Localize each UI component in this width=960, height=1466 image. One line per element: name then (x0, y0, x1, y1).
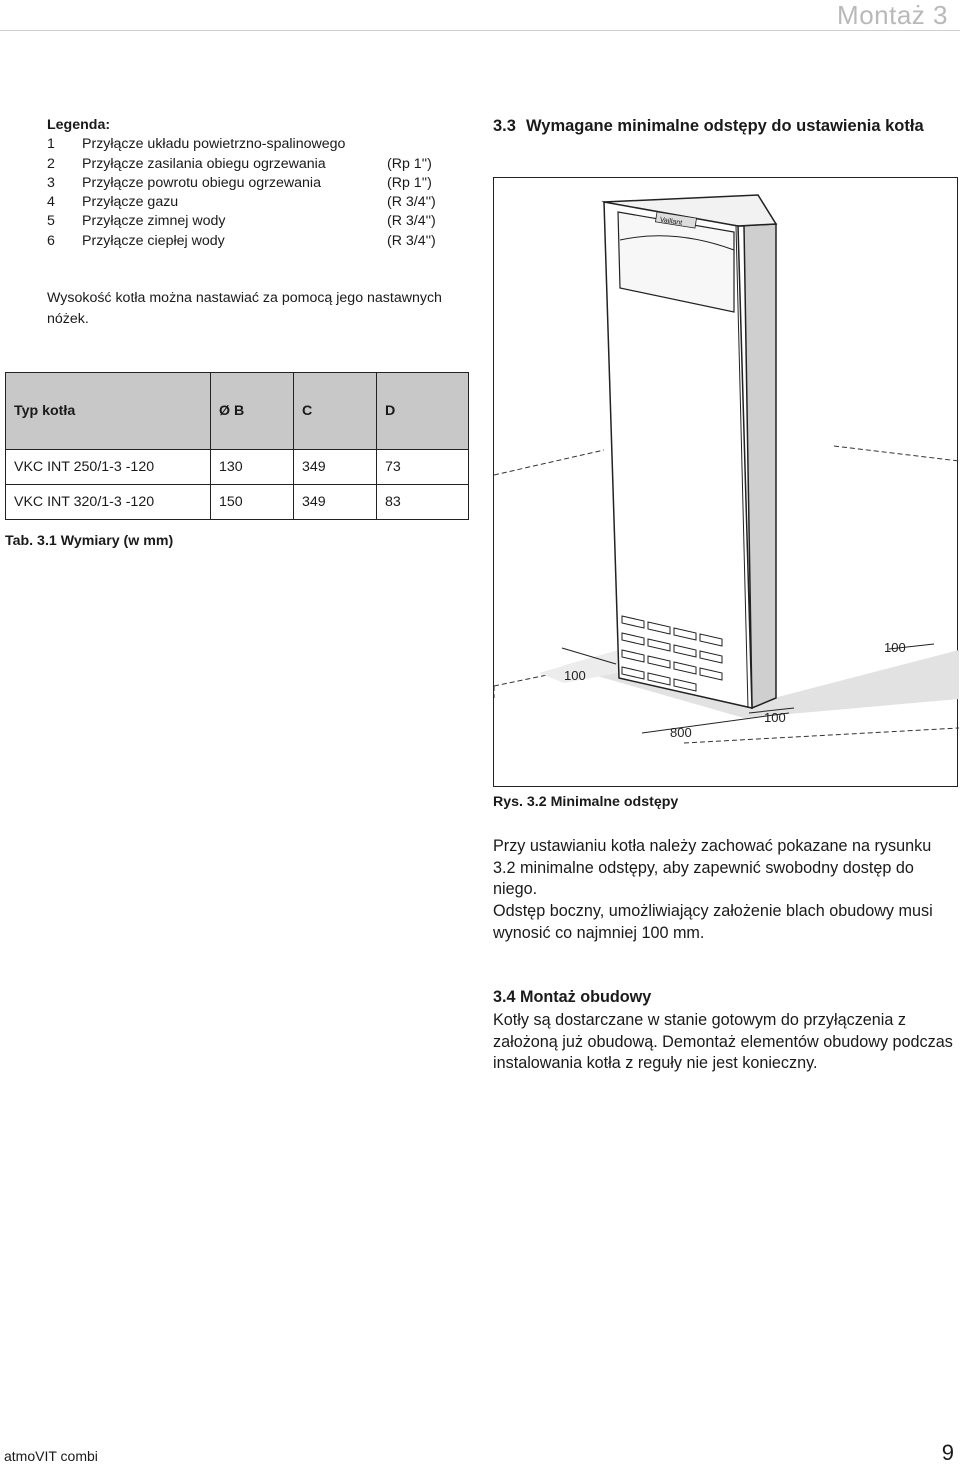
dim-front-label: 100 (764, 710, 786, 725)
legend-number: 1 (47, 136, 55, 153)
boiler-drawing (494, 178, 959, 788)
legend-text: Przyłącze zasilania obiegu ogrzewania (82, 155, 326, 172)
table-caption: Tab. 3.1 Wymiary (w mm) (5, 533, 174, 549)
table-cell: 130 (211, 450, 294, 485)
height-note: Wysokość kotła można nastawiać za pomocą jego nastawnych nóżek. (47, 290, 442, 327)
legend-item (47, 212, 467, 231)
chapter-title: Montaż 3 (837, 0, 948, 30)
legend-text: Przyłącze ciepłej wody (82, 232, 225, 249)
table-cell: 150 (211, 485, 294, 520)
section-number: 3.3 (493, 117, 516, 135)
column-header: C (294, 373, 377, 450)
legend-value: (R 3/4'') (387, 194, 436, 211)
brand-logo: Vaillant (659, 216, 683, 227)
table-row (6, 485, 469, 520)
legend-text: Przyłącze zimnej wody (82, 213, 226, 230)
section-heading: 3.4 Montaż obudowy (493, 988, 652, 1006)
legend-number: 2 (47, 155, 55, 172)
legend-text: Przyłącze układu powietrzno-spalinowego (82, 136, 346, 153)
legend-item (47, 232, 467, 251)
legend-value: (Rp 1'') (387, 174, 432, 191)
dim-depth-label: 800 (670, 725, 692, 740)
table-cell: VKC INT 250/1-3 -120 (6, 450, 211, 485)
dim-right-label: 100 (884, 640, 906, 655)
paragraph: Odstęp boczny, umożliwiający założenie blach obudowy musi wynosić co najmniej 100 mm. (493, 902, 933, 942)
table-row (6, 450, 469, 485)
column-header: D (377, 373, 469, 450)
table-cell: 83 (377, 485, 469, 520)
legend-value: (R 3/4'') (387, 213, 436, 230)
paragraph: Przy ustawianiu kotła należy zachować pokazane na rysunku 3.2 minimalne odstępy, aby zapewnić swobodny dostęp do niego. (493, 837, 932, 898)
legend-value: (R 3/4'') (387, 232, 436, 249)
legend (47, 116, 467, 251)
column-header: Typ kotła (6, 373, 211, 450)
legend-item (47, 193, 467, 212)
section-title: Wymagane minimalne odstępy do ustawienia kotła (526, 117, 924, 135)
table-cell: 73 (377, 450, 469, 485)
legend-value: (Rp 1'') (387, 155, 432, 172)
table-header-row (6, 373, 469, 450)
footer-product: atmoVIT combi (4, 1448, 98, 1464)
legend-number: 6 (47, 232, 55, 249)
legend-item (47, 155, 467, 174)
boiler-clearance-figure (493, 177, 958, 787)
column-header: Ø B (211, 373, 294, 450)
dimensions-table (5, 372, 469, 520)
legend-number: 5 (47, 213, 55, 230)
legend-text: Przyłącze gazu (82, 194, 179, 211)
figure-caption: Rys. 3.2 Minimalne odstępy (493, 794, 679, 810)
legend-title: Legenda: (47, 117, 111, 133)
table-cell: 349 (294, 450, 377, 485)
table-cell: 349 (294, 485, 377, 520)
legend-item (47, 174, 467, 193)
paragraph: Kotły są dostarczane w stanie gotowym do przyłączenia z założoną już obudową. Demontaż elementów obudowy podczas instalowania kotła z reguły nie jest konieczny. (493, 1011, 953, 1072)
table-cell: VKC INT 320/1-3 -120 (6, 485, 211, 520)
legend-number: 3 (47, 174, 55, 191)
legend-number: 4 (47, 194, 55, 211)
legend-item (47, 135, 467, 154)
page-number: 9 (941, 1440, 954, 1465)
page-header (0, 0, 960, 31)
dim-left-label: 100 (564, 668, 586, 683)
legend-text: Przyłącze powrotu obiegu ogrzewania (82, 174, 321, 191)
